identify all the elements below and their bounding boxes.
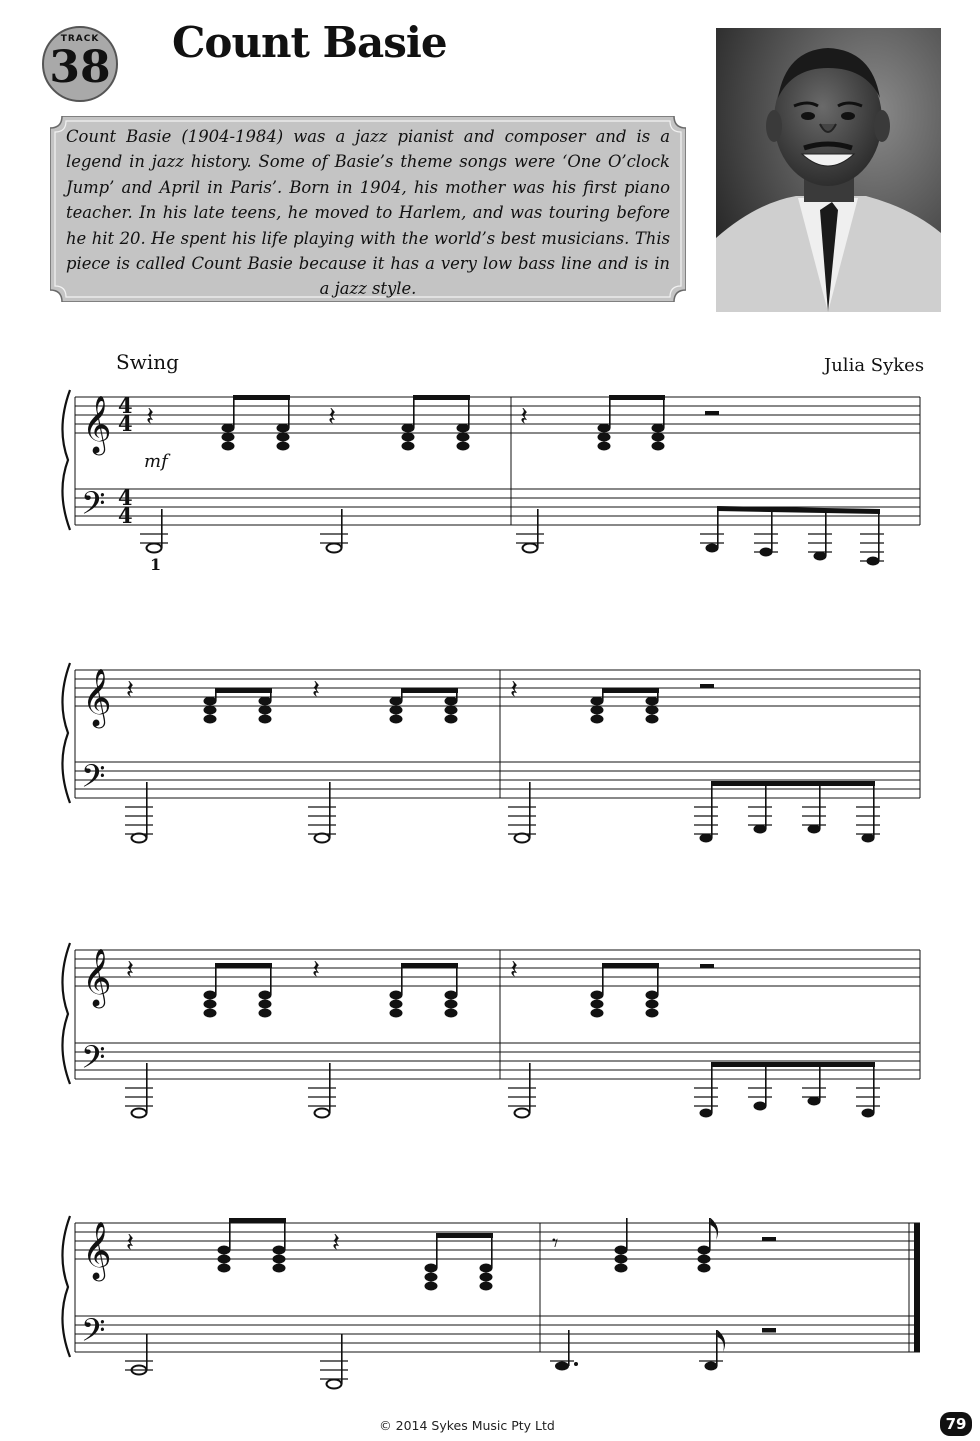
svg-text:𝄽: 𝄽 [520,402,528,432]
svg-text:𝄢: 𝄢 [81,485,106,529]
svg-text:𝄽: 𝄽 [332,1228,340,1258]
svg-text:𝄽: 𝄽 [126,1228,134,1258]
svg-text:𝄽: 𝄽 [510,955,518,985]
svg-text:𝄽: 𝄽 [510,675,518,705]
page-number: 79 [940,1412,972,1436]
svg-text:𝄢: 𝄢 [81,1039,106,1083]
composer-credit: Julia Sykes [824,355,925,376]
svg-text:𝄽: 𝄽 [312,675,320,705]
svg-text:𝄞: 𝄞 [82,948,112,1006]
svg-text:𝄽: 𝄽 [328,402,336,432]
track-label: TRACK [60,34,100,44]
svg-text:𝄽: 𝄽 [312,955,320,985]
track-number: 38 [49,42,111,93]
svg-text:𝄾: 𝄾 [552,1229,559,1257]
bio-text: Count Basie (1904-1984) was a jazz pianist and composer and is a legend in jazz history. Some of Basie’s theme songs were ‘One O’clock Jump’ and April in Paris’. Born in 1904, his mother was his first piano teacher. In his late teens, he moved to Harlem, and was touring before he hit 20. He spent his life playing with the world’s best musicians. This piece is called Count Basie because it has a very low bass line and is in a jazz style. [66,127,670,299]
dynamic-marking: mf [144,451,168,472]
svg-text:4: 4 [118,503,133,528]
svg-text:𝄞: 𝄞 [82,395,112,453]
page-title: Count Basie [172,18,447,67]
svg-text:𝄽: 𝄽 [146,402,154,432]
svg-text:4: 4 [118,485,133,510]
svg-text:𝄽: 𝄽 [126,955,134,985]
system-3 [62,943,920,1118]
system-4 [62,1216,920,1389]
system-1 [62,390,920,574]
svg-text:𝄽: 𝄽 [126,675,134,705]
svg-text:4: 4 [118,411,133,436]
svg-text:𝄞: 𝄞 [82,1221,112,1279]
svg-text:𝄢: 𝄢 [81,758,106,802]
system-2 [62,663,920,843]
svg-text:𝄢: 𝄢 [81,1312,106,1356]
tempo-marking: Swing [116,350,179,374]
svg-text:𝄞: 𝄞 [82,668,112,726]
chord-group [222,395,291,451]
measure-number: 1 [150,555,162,574]
copyright-footer: © 2014 Sykes Music Pty Ltd [379,1418,555,1433]
svg-text:4: 4 [118,393,133,418]
